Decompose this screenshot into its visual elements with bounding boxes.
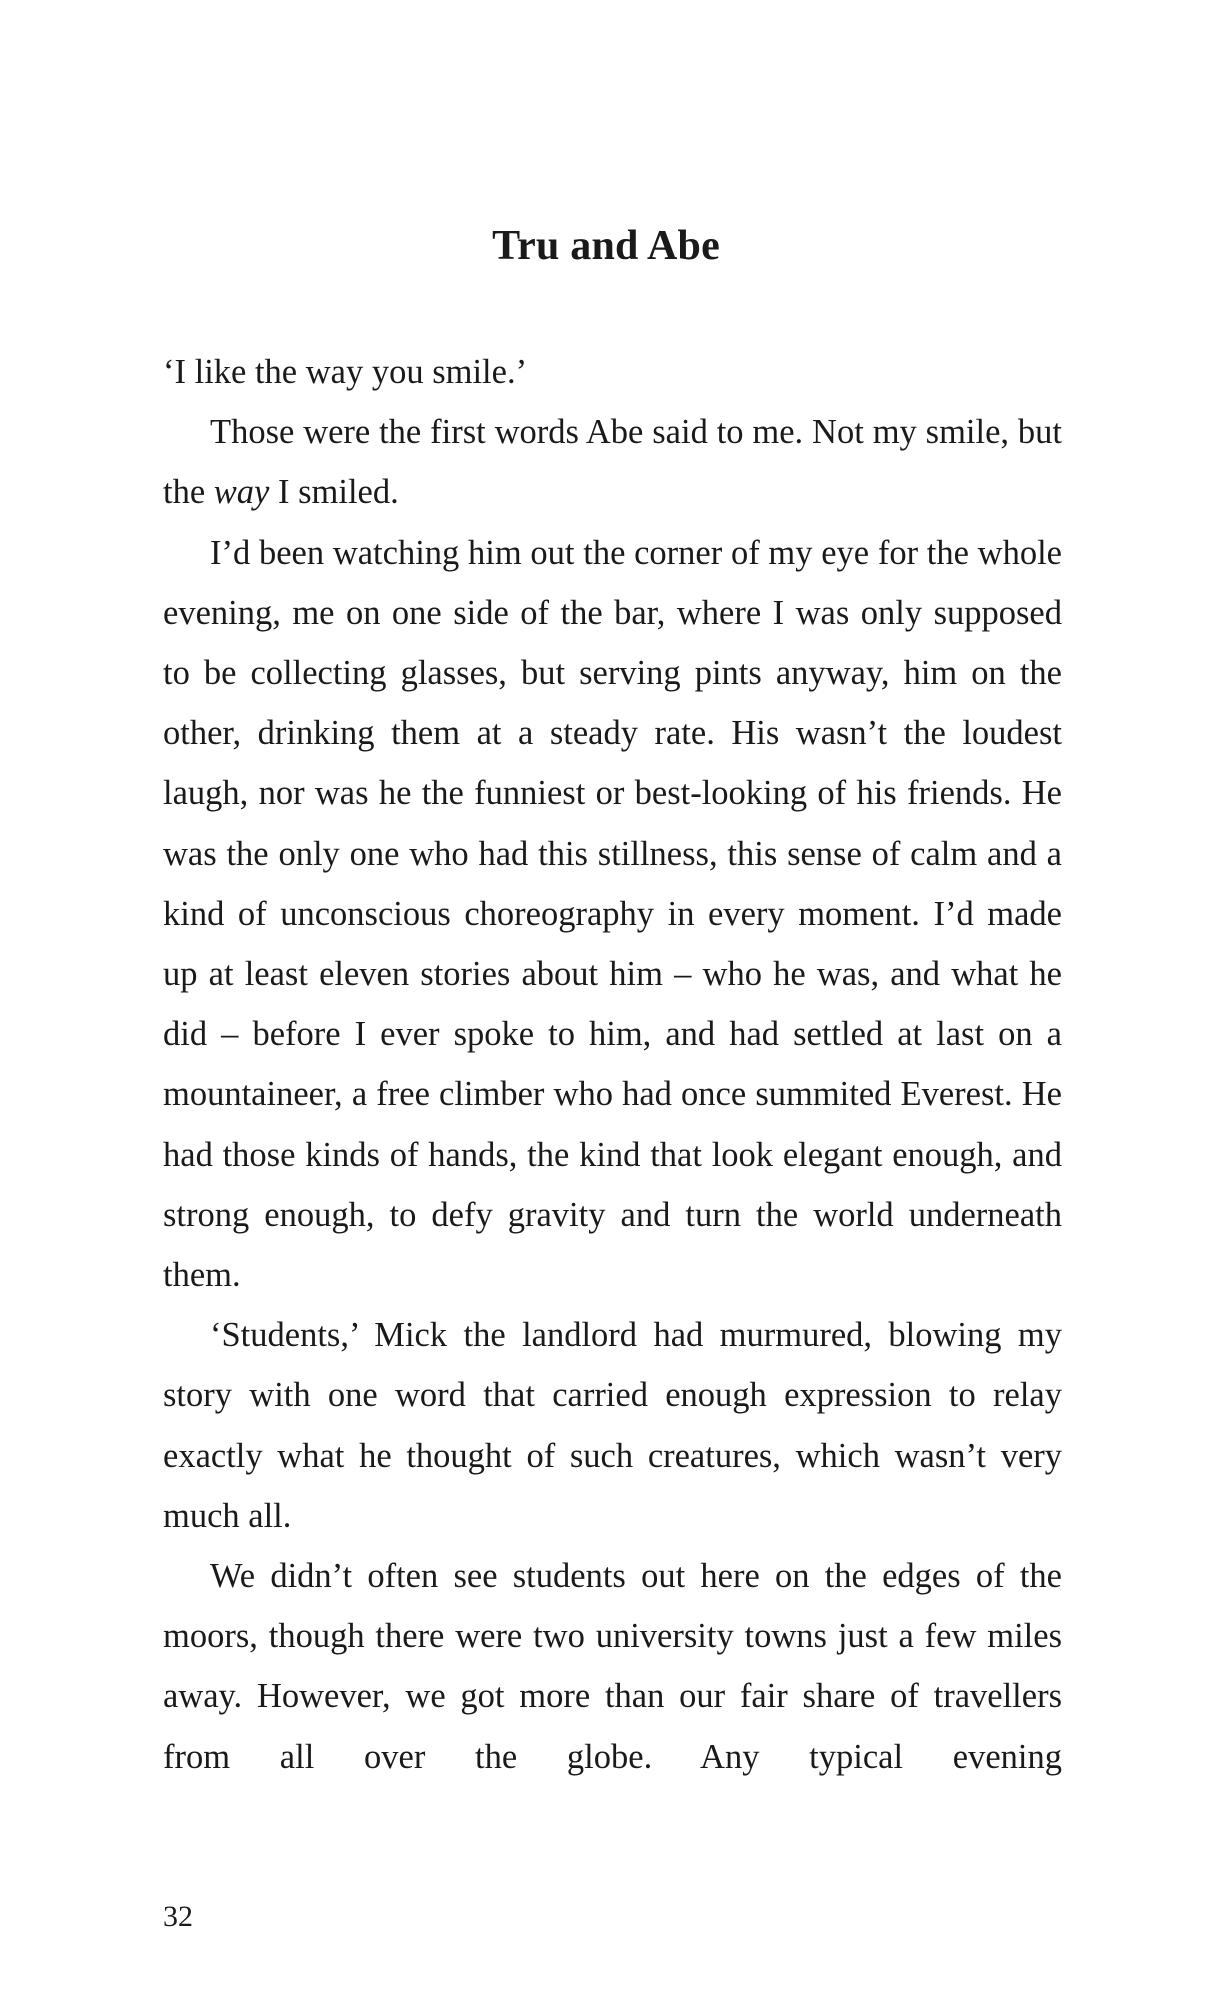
paragraph: We didn’t often see students out here on the edges of the moors, though there were two university towns just a few miles away. However, we got more than our fair share of travellers from all over the globe. Any typical evening [163, 1557, 1062, 1776]
paragraph [163, 402, 1062, 522]
chapter-title: Tru and Abe [492, 223, 720, 269]
paragraph-text: Those were the first words Abe said to me. Not my smile, but the [163, 413, 1062, 512]
paragraph: ‘Students,’ Mick the landlord had murmured, blowing my story with one word that carried enough expression to relay exactly what he thought of such creatures, which wasn’t very much all. [163, 1316, 1062, 1535]
emphasized-word: way [213, 473, 270, 512]
body-text [163, 342, 1062, 1787]
paragraph-text: I smiled. [269, 473, 399, 512]
paragraph: I’d been watching him out the corner of my eye for the whole evening, me on one side of the bar, where I was only supposed to be collecting glasses, but serving pints anyway, him on the other, drinking them at a steady rate. His wasn’t the loudest laugh, nor was he the funniest or best-looking of his friends. He was the only one who had this stillness, this sense of calm and a kind of unconscious choreography in every moment. I’d made up at least eleven stories about him – who he was, and what he did – before I ever spoke to him, and had settled at last on a mountaineer, a free climber who had once summited Everest. He had those kinds of hands, the kind that look elegant enough, and strong enough, to defy gravity and turn the world underneath them. [163, 533, 1062, 1295]
page-number: 32 [163, 1900, 193, 1933]
paragraph: ‘I like the way you smile.’ [163, 353, 528, 391]
